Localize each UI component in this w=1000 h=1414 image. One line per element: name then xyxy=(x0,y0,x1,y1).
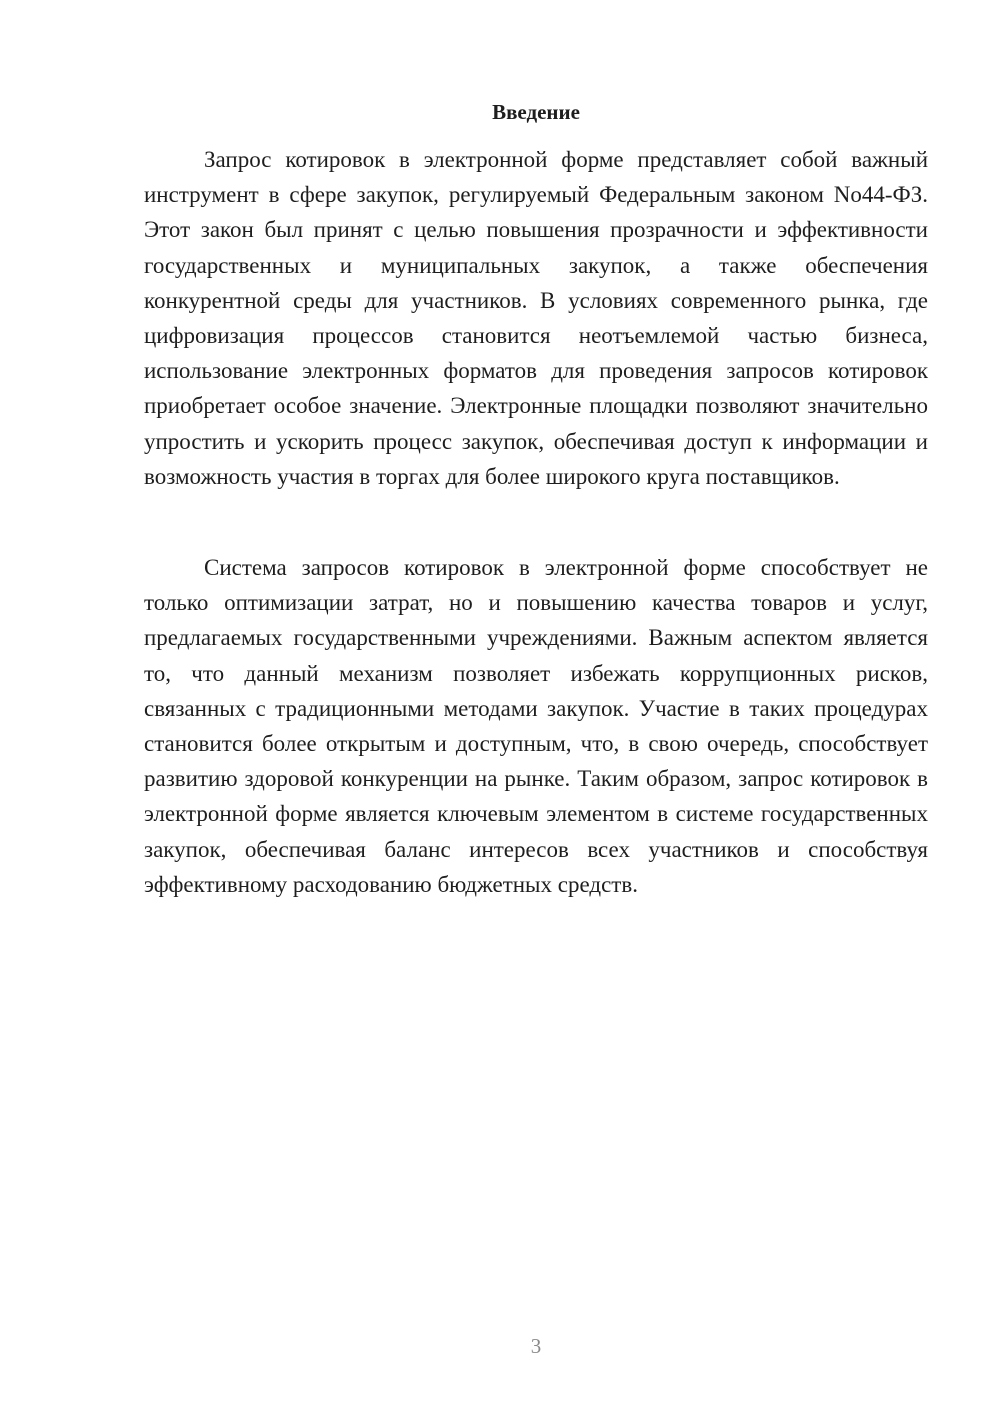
paragraph-2: Система запросов котировок в электронной форме способствует не только оптимизации затрат, но и повышению качества товаров и услуг, предлагаемых государственными учреждениями. Важным аспектом является то, что данный механизм позволяет избежать коррупционных рисков, связанных с традиционными методами закупок. Участие в таких процедурах становится более открытым и доступным, что, в свою очередь, способствует развитию здоровой конкуренции на рынке. Таким образом, запрос котировок в электронной форме является ключевым элементом в системе государственных закупок, обеспечивая баланс интересов всех участников и способствуя эффективному расходованию бюджетных средств. xyxy=(144,555,928,897)
paragraph-1: Запрос котировок в электронной форме представляет собой важный инструмент в сфере закупок, регулируемый Федеральным законом No44-ФЗ. Этот закон был принят с целью повышения прозрачности и эффективности государственных и муниципальных закупок, а также обеспечения конкурентной среды для участников. В условиях современного рынка, где цифровизация процессов становится неотъемлемой частью бизнеса, использование электронных форматов для проведения запросов котировок приобретает особое значение. Электронные площадки позволяют значительно упростить и ускорить процесс закупок, обеспечивая доступ к информации и возможность участия в торгах для более широкого круга поставщиков. xyxy=(144,147,928,489)
section-heading: Введение xyxy=(492,100,580,124)
page-number: 3 xyxy=(530,1334,542,1358)
paragraph-block-2 xyxy=(144,550,928,902)
paragraph-block-1 xyxy=(144,142,928,494)
